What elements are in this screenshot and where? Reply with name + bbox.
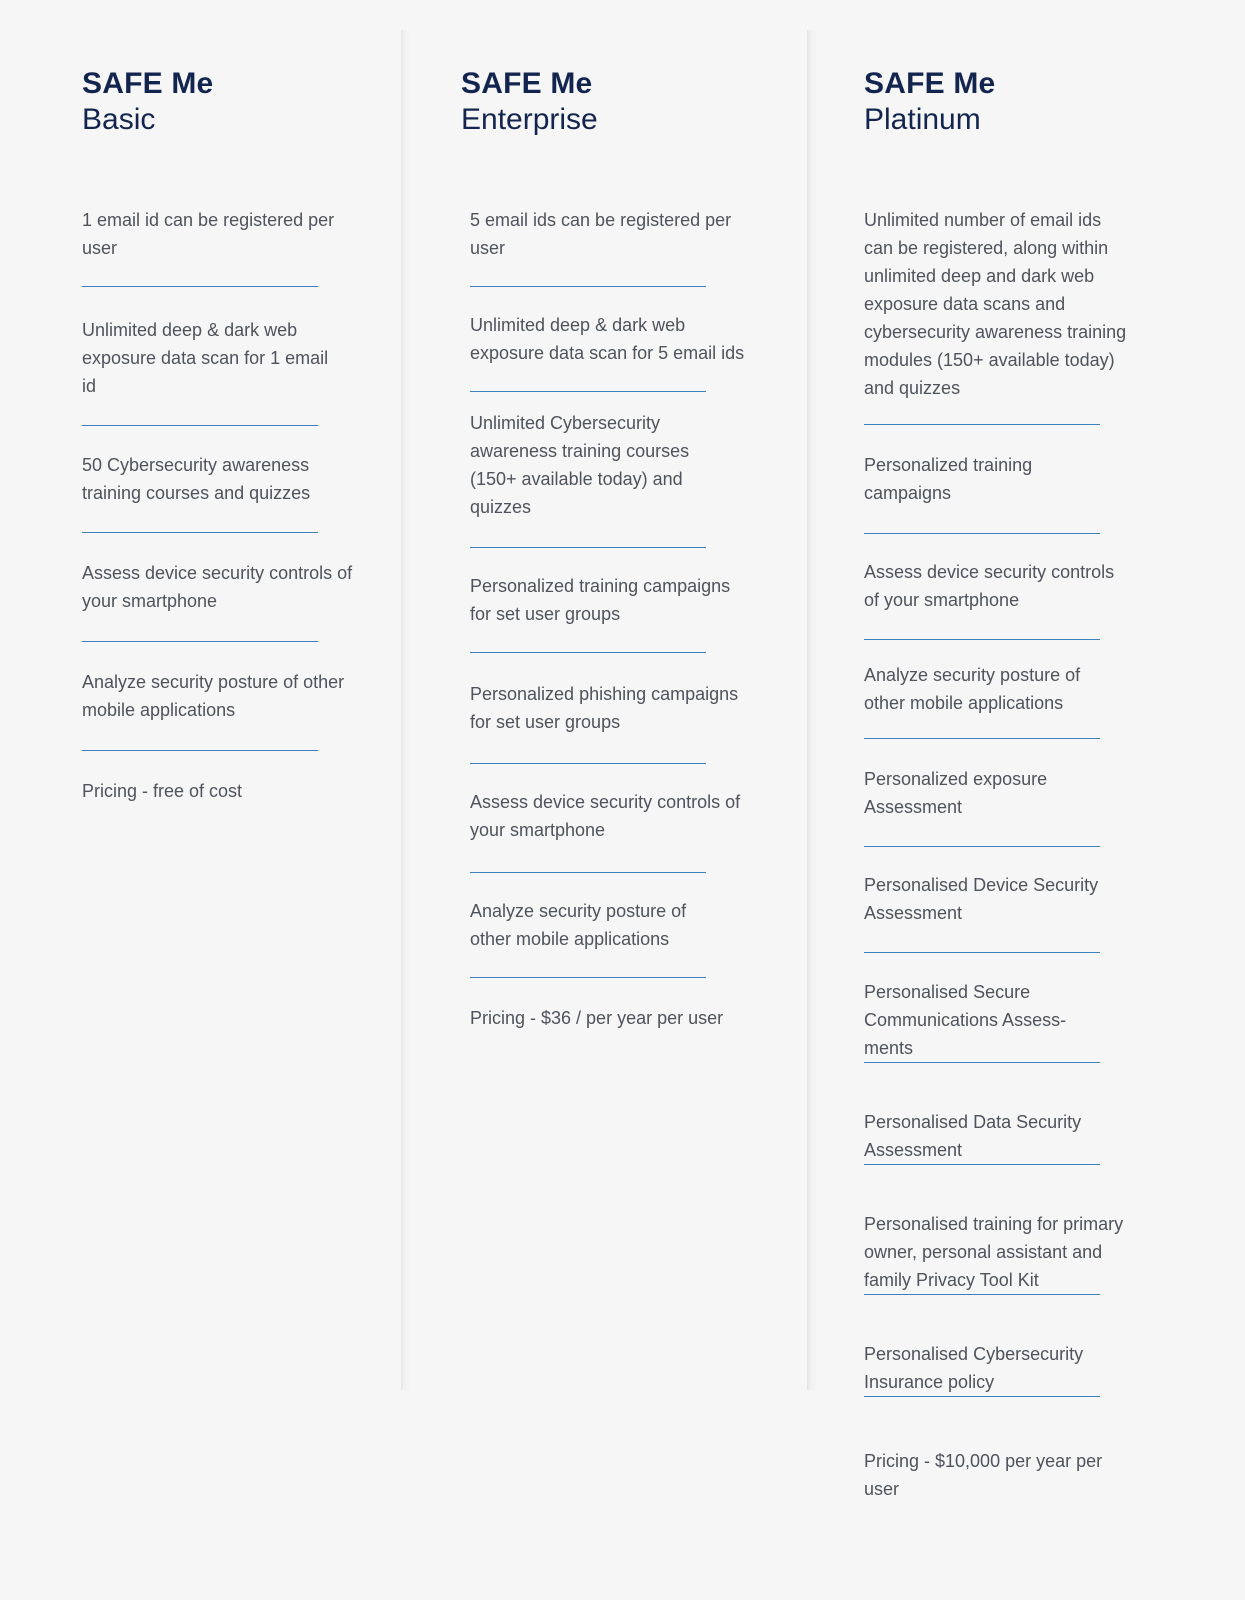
plan-platinum-features (864, 206, 1155, 1503)
separator-line (82, 750, 318, 751)
separator-line (470, 391, 706, 392)
separator-line (82, 641, 318, 642)
separator-line (864, 1294, 1100, 1295)
separator-line (470, 872, 706, 873)
feature-item: Analyze security posture of other mobile applications (864, 665, 1081, 713)
feature-item: Personalised training for primary owner, personal assistant and family Privacy Tool Kit (864, 1214, 1124, 1290)
feature-item: Unlimited Cybersecurity awareness training courses (150+ available today) and quizzes (470, 413, 690, 517)
separator-line (864, 1164, 1100, 1165)
feature-item: Personalized training campaigns for set user groups (470, 576, 731, 624)
separator-line (470, 763, 706, 764)
separator-line (82, 532, 318, 533)
plan-enterprise (461, 66, 770, 1032)
pricing-text: Pricing - $10,000 per year per user (864, 1451, 1103, 1499)
feature-item: Unlimited number of email ids can be registered, along within unlimited deep and dark web exposure data scans and cybersecurity awareness training modules (150+ available today) and quizzes (864, 210, 1127, 398)
plan-enterprise-brand: SAFE Me (461, 67, 593, 100)
feature-item: Analyze security posture of other mobile applications (470, 901, 687, 949)
feature-item: Personalized training campaigns (864, 455, 1033, 503)
plan-platinum (864, 66, 1155, 1503)
column-divider-2 (807, 30, 817, 1390)
feature-item: Personalised Secure Communications Assess- ments (864, 982, 1067, 1058)
plan-basic-brand: SAFE Me (82, 67, 214, 100)
plan-enterprise-tier: Enterprise (461, 103, 598, 136)
feature-item: Personalized phishing campaigns for set user groups (470, 684, 739, 732)
pricing-text: Pricing - free of cost (82, 781, 243, 801)
separator-line (82, 425, 318, 426)
feature-item: 1 email id can be registered per user (82, 210, 335, 258)
separator-line (470, 977, 706, 978)
feature-item: Analyze security posture of other mobile applications (82, 672, 345, 720)
feature-item: 50 Cybersecurity awareness training courses and quizzes (82, 455, 311, 503)
feature-item: Assess device security controls of your smartphone (82, 563, 353, 611)
separator-line (864, 846, 1100, 847)
separator-line (470, 652, 706, 653)
plan-basic (82, 66, 372, 805)
separator-line (864, 1396, 1100, 1397)
feature-item: Unlimited deep & dark web exposure data scan for 1 email id (82, 320, 329, 396)
feature-item: 5 email ids can be registered per user (470, 210, 732, 258)
separator-line (864, 952, 1100, 953)
feature-item: Personalised Device Security Assessment (864, 875, 1099, 923)
plan-enterprise-features (470, 206, 770, 1032)
separator-line (864, 424, 1100, 425)
pricing-text: Pricing - $36 / per year per user (470, 1008, 724, 1028)
column-divider-1 (401, 30, 411, 1390)
feature-item: Personalised Cybersecurity Insurance policy (864, 1344, 1084, 1392)
feature-item: Unlimited deep & dark web exposure data scan for 5 email ids (470, 315, 745, 363)
separator-line (864, 533, 1100, 534)
separator-line (864, 738, 1100, 739)
separator-line (864, 1062, 1100, 1063)
separator-line (864, 639, 1100, 640)
feature-item: Assess device security controls of your smartphone (470, 792, 741, 840)
feature-item: Assess device security controls of your smartphone (864, 562, 1115, 610)
separator-line (470, 286, 706, 287)
plan-basic-tier: Basic (82, 103, 156, 136)
feature-item: Personalised Data Security Assessment (864, 1112, 1082, 1160)
plan-platinum-tier: Platinum (864, 103, 981, 136)
separator-line (82, 286, 318, 287)
feature-item: Personalized exposure Assessment (864, 769, 1048, 817)
plan-basic-features (82, 206, 372, 805)
plan-platinum-brand: SAFE Me (864, 67, 996, 100)
separator-line (470, 547, 706, 548)
